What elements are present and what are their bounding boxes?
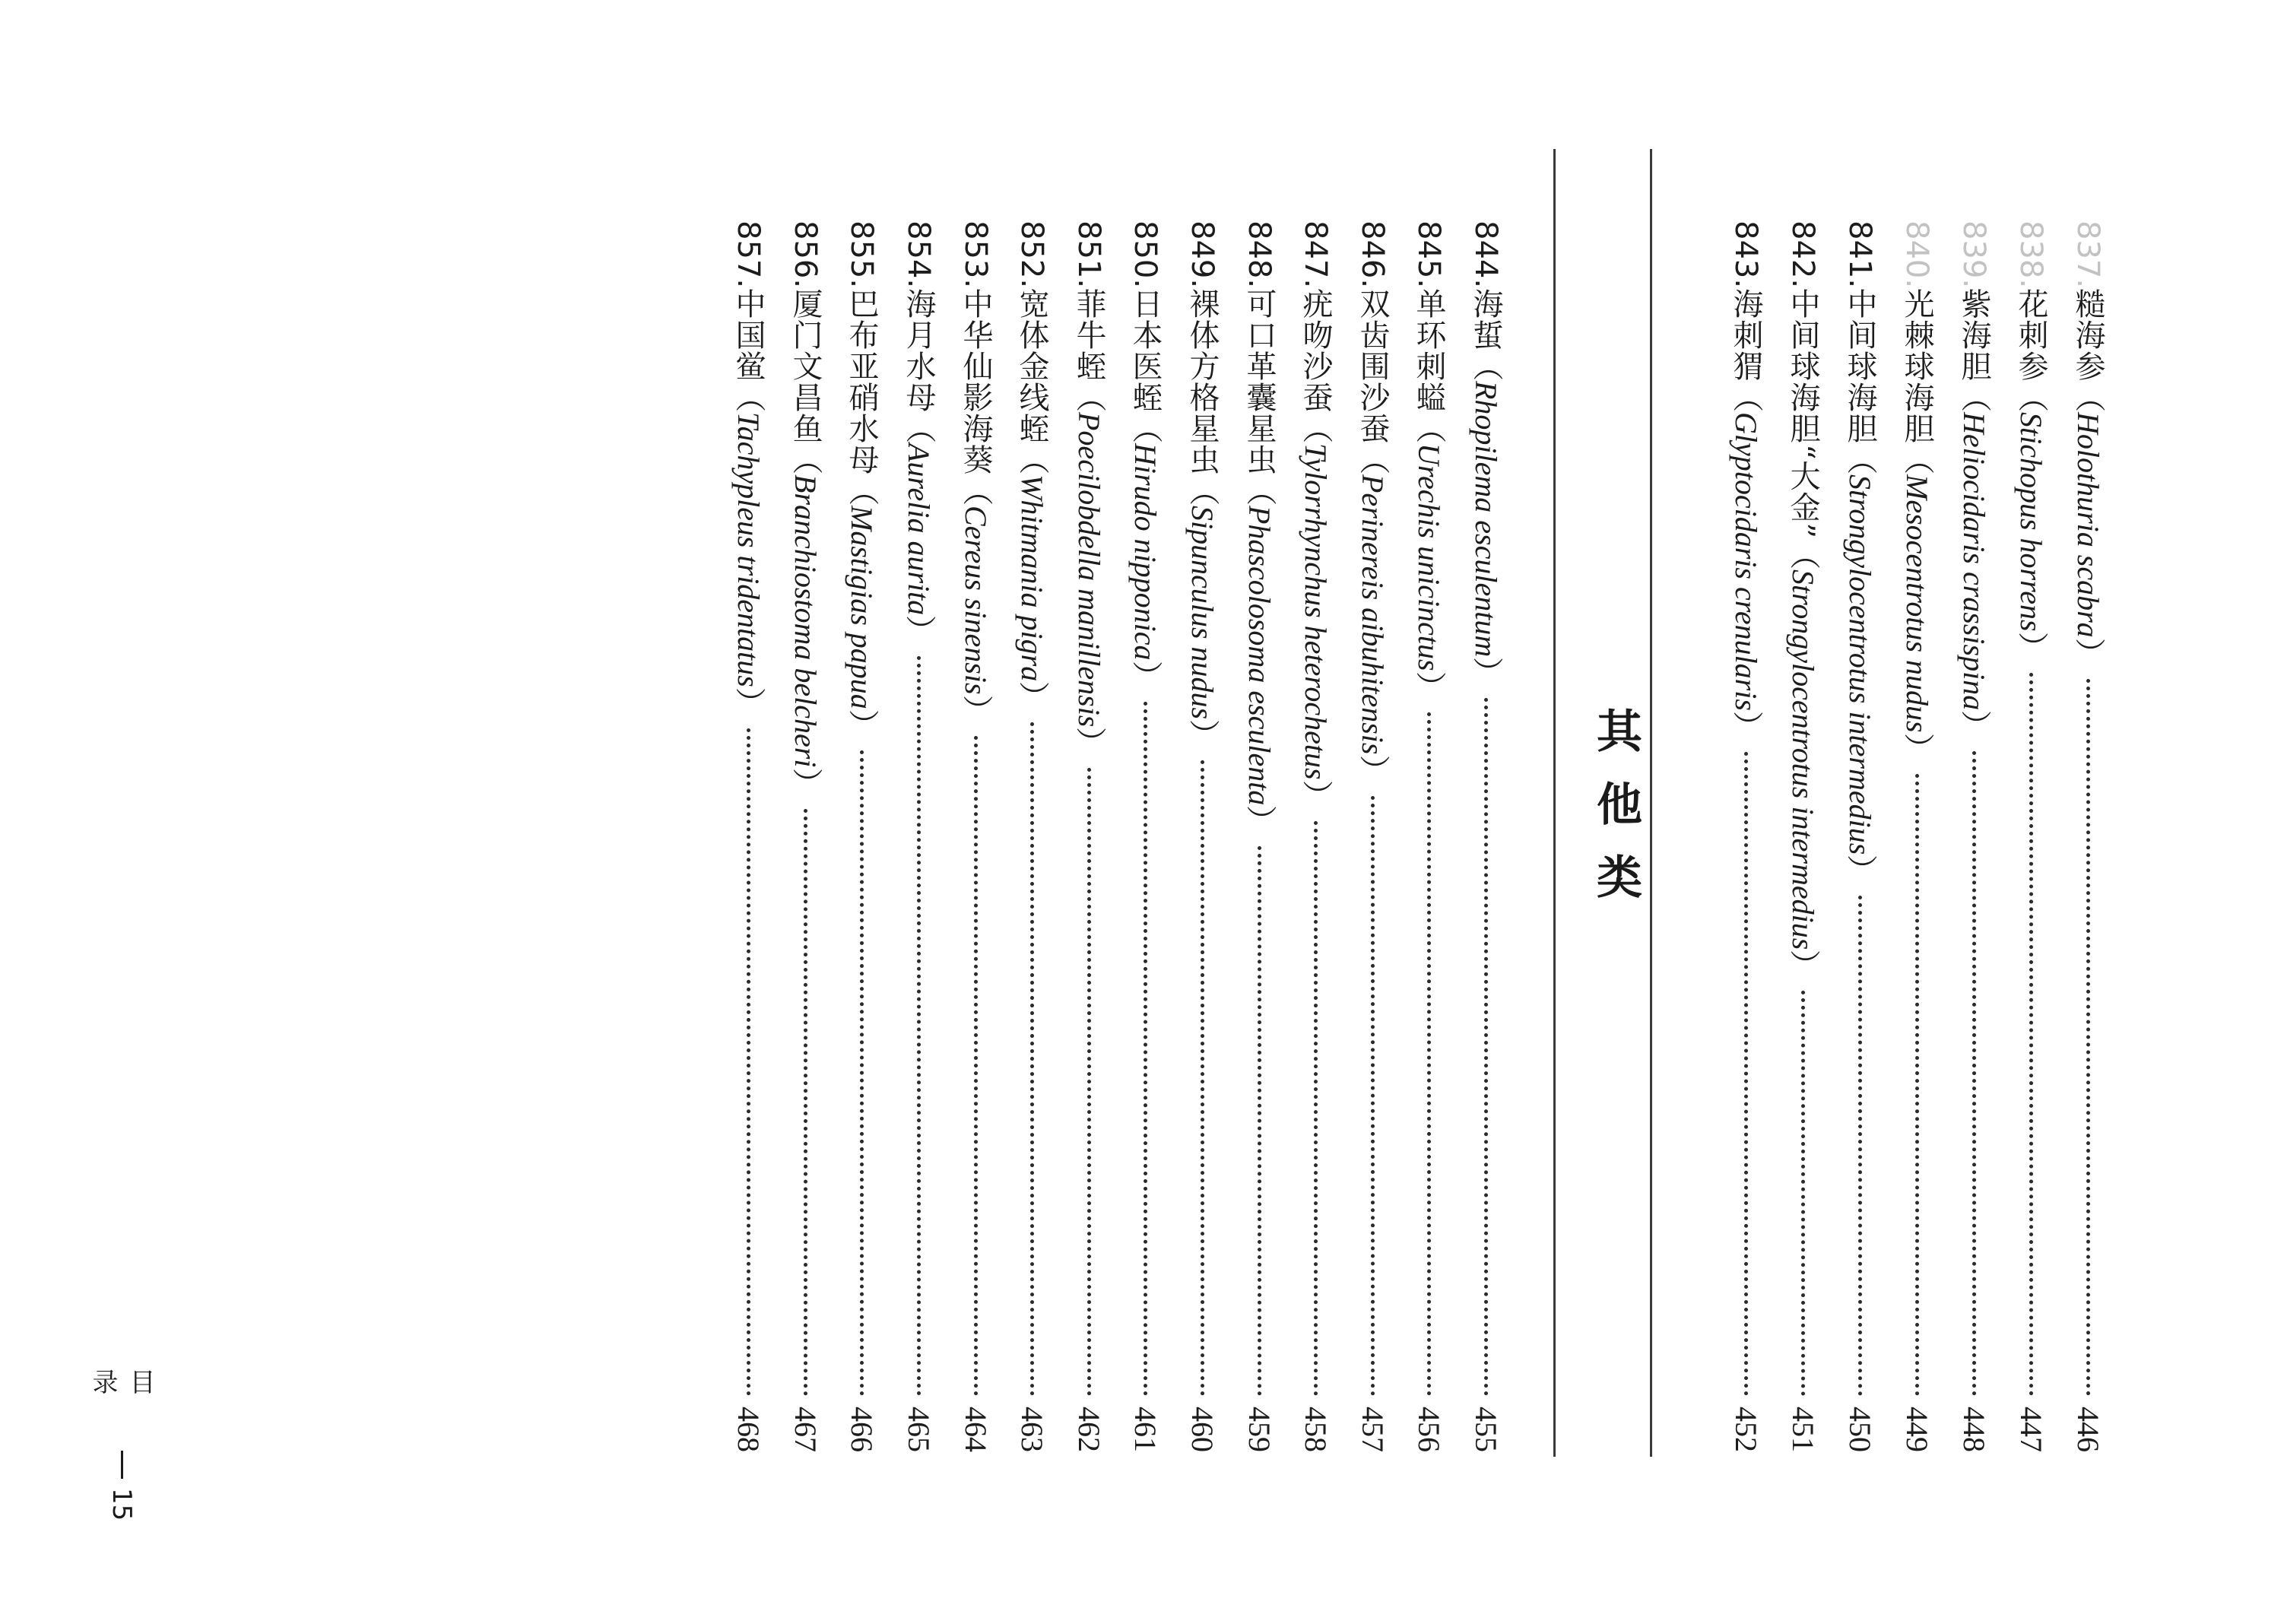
close-paren: ） [844, 709, 879, 740]
dot-leader [2029, 673, 2033, 1396]
open-paren: （ [1185, 475, 1220, 506]
toc-entry[interactable] [1012, 220, 1052, 1452]
entry-chinese-name: 糙海参 [2070, 288, 2105, 382]
dot-leader [1371, 796, 1375, 1396]
close-paren: ） [1071, 727, 1106, 758]
footer-separator [121, 1451, 123, 1479]
close-paren: ） [1355, 754, 1390, 785]
open-paren: （ [1785, 538, 1820, 569]
entry-number: 839. [1956, 220, 1991, 289]
entry-chinese-name: 疣吻沙蚕 [1298, 288, 1333, 414]
toc-entry[interactable] [1069, 220, 1109, 1452]
toc-entry[interactable] [1353, 220, 1392, 1452]
entry-number: 843. [1728, 220, 1763, 289]
entry-page-number: 466 [845, 1407, 879, 1452]
section-rule-left [1553, 149, 1556, 1457]
entry-chinese-name: 花刺参 [2013, 288, 2048, 382]
open-paren: （ [1128, 413, 1163, 444]
close-paren: ） [1298, 779, 1333, 810]
dot-leader [1030, 722, 1034, 1396]
entry-chinese-name: 日本医蛭 [1128, 288, 1163, 414]
entry-chinese-name: 可口革囊星虫 [1242, 288, 1277, 476]
entry-chinese-name: 紫海胆 [1956, 288, 1991, 382]
section-heading [1581, 0, 1650, 1624]
page-footer [87, 1369, 155, 1521]
entry-page-number: 447 [2014, 1407, 2048, 1452]
section-rule-right [1650, 149, 1652, 1457]
page-number: 15 [106, 1487, 137, 1521]
entry-chinese-name: 双齿围沙蚕 [1355, 288, 1390, 445]
dot-leader [1801, 991, 1805, 1396]
entry-latin-name: Cereus sinensis [959, 506, 993, 695]
dot-leader [860, 750, 864, 1396]
dot-leader [1258, 846, 1261, 1396]
entry-latin-name: Tachypleus tridentatus [731, 412, 766, 687]
entry-number: 840. [1899, 220, 1934, 289]
open-paren: （ [1728, 382, 1763, 413]
close-paren: ） [1842, 855, 1877, 886]
entry-page-number: 465 [902, 1407, 936, 1452]
close-paren: ） [1014, 681, 1049, 712]
entry-number: 847. [1298, 220, 1333, 289]
close-paren: ） [1728, 711, 1763, 741]
entry-chinese-name: 宽体金线蛭 [1014, 288, 1049, 445]
toc-entry[interactable] [1296, 220, 1335, 1452]
close-paren: ） [1468, 657, 1503, 688]
close-paren: ） [2070, 637, 2105, 668]
entry-chinese-name: 裸体方格星虫 [1185, 288, 1220, 476]
entry-number: 841. [1842, 220, 1877, 289]
entry-chinese-name: 海蜇 [1468, 288, 1503, 351]
entry-page-number: 461 [1128, 1407, 1163, 1452]
dot-leader [747, 728, 750, 1396]
toc-entry[interactable] [785, 220, 825, 1452]
entry-page-number: 458 [1299, 1407, 1333, 1452]
toc-entry[interactable] [1239, 220, 1279, 1452]
entry-page-number: 457 [1356, 1407, 1390, 1452]
entry-page-number: 468 [731, 1407, 766, 1452]
open-paren: （ [1071, 382, 1106, 413]
entry-latin-name: Glyptocidaris crenularis [1729, 412, 1763, 711]
entry-number: 849. [1185, 220, 1220, 289]
entry-number: 852. [1014, 220, 1049, 289]
open-paren: （ [731, 382, 766, 413]
entry-page-number: 460 [1185, 1407, 1220, 1452]
open-paren: （ [1842, 444, 1877, 475]
entry-latin-name: Perinereis aibuhitensis [1356, 474, 1390, 755]
entry-page-number: 467 [788, 1407, 823, 1452]
entry-latin-name: Strongylocentrotus intermedius [1786, 569, 1820, 950]
entry-page-number: 462 [1072, 1407, 1106, 1452]
entry-chinese-name: 海月水母 [901, 288, 936, 414]
entry-latin-name: Holothuria scabra [2071, 412, 2105, 638]
entry-chinese-name: 海刺猬 [1728, 288, 1763, 382]
entry-latin-name: Whitmania pigra [1015, 474, 1049, 682]
entry-latin-name: Mastigias papua [845, 506, 879, 709]
open-paren: （ [1411, 413, 1446, 444]
entry-page-number: 451 [1786, 1407, 1820, 1452]
entry-latin-name: Rhopilema esculentum [1469, 381, 1503, 658]
entry-latin-name: Branchiostoma belcheri [788, 474, 823, 768]
dot-leader [2086, 679, 2090, 1396]
entry-page-number: 456 [1412, 1407, 1446, 1452]
entry-chinese-name: 中国鲎 [731, 288, 766, 382]
entry-latin-name: Sipunculus nudus [1185, 506, 1220, 720]
open-paren: （ [1468, 350, 1503, 382]
entry-latin-name: Tylorrhynchus heterochetus [1299, 443, 1333, 780]
entry-number: 850. [1128, 220, 1163, 289]
entry-page-number: 449 [1900, 1407, 1934, 1452]
open-paren: （ [1298, 413, 1333, 444]
entry-number: 846. [1355, 220, 1390, 289]
open-paren: （ [1014, 444, 1049, 475]
toc-entry[interactable] [1726, 220, 1765, 1452]
toc-entry[interactable] [1783, 220, 1822, 1452]
entry-chinese-name: 光棘球海胆 [1899, 288, 1934, 445]
entry-latin-name: Hirudo nipponica [1128, 443, 1163, 661]
toc-entry[interactable] [728, 220, 768, 1452]
entry-chinese-name: 菲牛蛭 [1071, 288, 1106, 382]
entry-number: 842. [1785, 220, 1820, 289]
entry-latin-name: Heliocidaris crassispina [1957, 412, 1991, 711]
toc-entry[interactable] [2011, 220, 2051, 1452]
open-paren: （ [1899, 444, 1934, 475]
close-paren: ） [1899, 732, 1934, 763]
toc-entry[interactable] [1466, 220, 1505, 1452]
toc-entry[interactable] [842, 220, 881, 1452]
toc-entry[interactable] [1897, 220, 1937, 1452]
dot-leader [1744, 752, 1748, 1396]
entry-chinese-name: 中间球海胆 [1842, 288, 1877, 445]
entry-number: 848. [1242, 220, 1277, 289]
toc-entry[interactable] [899, 220, 938, 1452]
entry-number: 857. [731, 220, 766, 289]
entry-page-number: 448 [1957, 1407, 1991, 1452]
dot-leader [1201, 760, 1204, 1396]
entry-latin-name: Strongylocentrotus intermedius [1843, 474, 1877, 855]
close-paren: ） [2013, 631, 2048, 662]
entry-latin-name: Phascolosoma esculenta [1242, 506, 1277, 806]
dot-leader [1087, 768, 1091, 1396]
entry-page-number: 452 [1729, 1407, 1763, 1452]
toc-entry[interactable] [1125, 220, 1165, 1452]
section-heading-text: 其他类 [1589, 707, 1642, 926]
open-paren: （ [844, 475, 879, 506]
entry-number: 851. [1071, 220, 1106, 289]
open-paren: （ [1242, 475, 1277, 506]
dot-leader [1972, 751, 1976, 1396]
dot-leader [1144, 702, 1147, 1396]
toc-entry[interactable] [1840, 220, 1880, 1452]
entry-chinese-name: 单环刺螠 [1411, 288, 1446, 414]
entry-number: 837. [2070, 220, 2105, 289]
entry-page-number: 446 [2071, 1407, 2105, 1452]
entry-number: 845. [1411, 220, 1446, 289]
close-paren: ） [731, 687, 766, 718]
entry-latin-name: Poecilobdella manillensis [1072, 412, 1106, 728]
toc-entry[interactable] [1409, 220, 1448, 1452]
entry-page-number: 463 [1015, 1407, 1049, 1452]
dot-leader [974, 736, 978, 1396]
entry-page-number: 455 [1469, 1407, 1503, 1452]
entry-page-number: 450 [1843, 1407, 1877, 1452]
running-head: 目 录 [87, 1369, 155, 1404]
open-paren: （ [1355, 444, 1390, 475]
open-paren: （ [788, 444, 823, 475]
dot-leader [804, 809, 807, 1396]
close-paren: ） [1411, 671, 1446, 702]
entry-latin-name: Urechis unicinctus [1412, 443, 1446, 671]
entry-number: 853. [958, 220, 993, 289]
open-paren: （ [901, 413, 936, 444]
entry-page-number: 464 [959, 1407, 993, 1452]
entry-number: 844. [1468, 220, 1503, 289]
toc-entry[interactable] [2068, 220, 2108, 1452]
entry-chinese-name: 中间球海胆“大金” [1785, 288, 1820, 539]
toc-entry[interactable] [1954, 220, 1994, 1452]
dot-leader [1915, 774, 1919, 1396]
dot-leader [917, 656, 921, 1396]
entry-latin-name: Stichopus horrens [2014, 412, 2048, 632]
entry-chinese-name: 厦门文昌鱼 [788, 288, 823, 445]
close-paren: ） [788, 767, 823, 798]
close-paren: ） [1128, 660, 1163, 691]
entry-latin-name: Mesocentrotus nudus [1900, 474, 1934, 733]
open-paren: （ [2013, 382, 2048, 413]
dot-leader [1484, 698, 1488, 1396]
entry-number: 855. [844, 220, 879, 289]
open-paren: （ [958, 475, 993, 506]
entry-chinese-name: 巴布亚硝水母 [844, 288, 879, 476]
entry-number: 854. [901, 220, 936, 289]
close-paren: ） [901, 615, 936, 646]
open-paren: （ [2070, 382, 2105, 413]
entry-number: 856. [788, 220, 823, 289]
close-paren: ） [1185, 719, 1220, 750]
dot-leader [1427, 712, 1431, 1396]
toc-entry[interactable] [1182, 220, 1222, 1452]
entry-latin-name: Aurelia aurita [902, 443, 936, 616]
close-paren: ） [1785, 950, 1820, 981]
close-paren: ） [958, 694, 993, 725]
entry-chinese-name: 中华仙影海葵 [958, 288, 993, 476]
close-paren: ） [1242, 805, 1277, 836]
dot-leader [1314, 821, 1318, 1396]
open-paren: （ [1956, 382, 1991, 413]
entry-number: 838. [2013, 220, 2048, 289]
close-paren: ） [1956, 710, 1991, 741]
dot-leader [1858, 896, 1862, 1396]
entry-page-number: 459 [1242, 1407, 1277, 1452]
toc-entry[interactable] [956, 220, 995, 1452]
